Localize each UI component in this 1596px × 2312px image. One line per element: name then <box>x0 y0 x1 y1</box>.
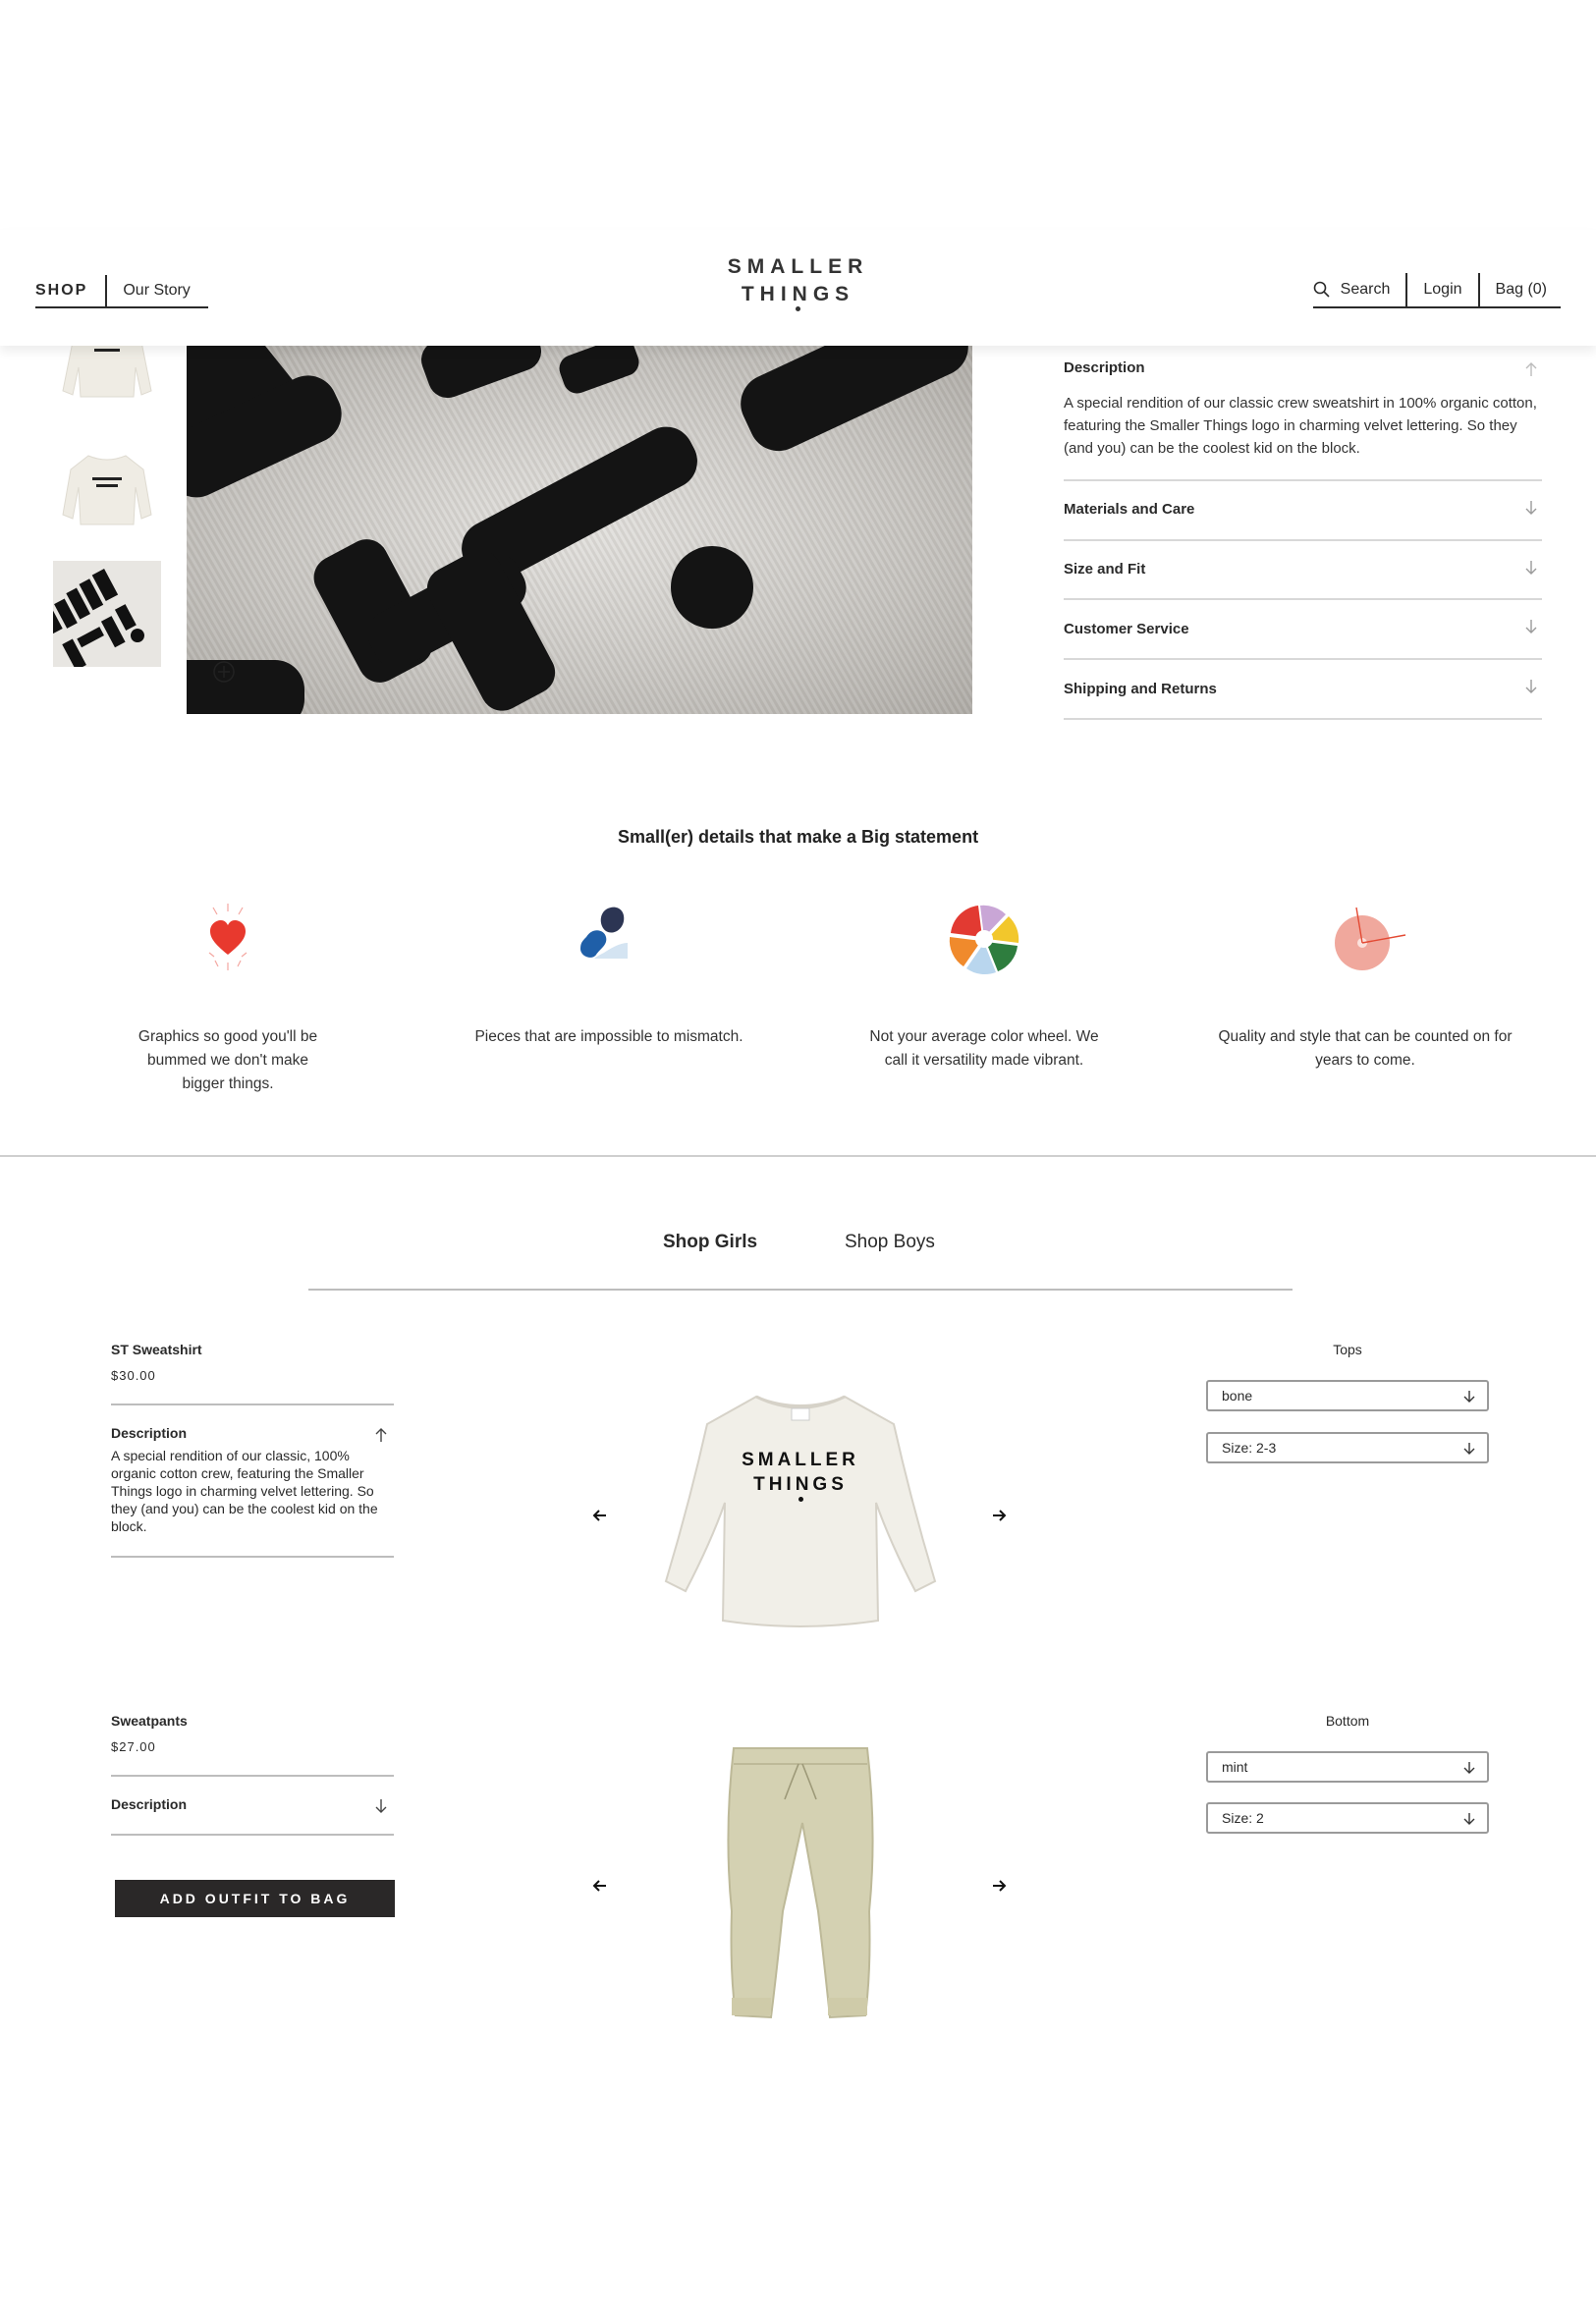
accordion-customer-service[interactable] <box>1064 600 1542 660</box>
next-top-arrow-icon[interactable] <box>991 1508 1007 1523</box>
login-label: Login <box>1423 281 1462 298</box>
sweatshirt-product-image[interactable] <box>658 1385 943 1630</box>
accordion-title: Size and Fit <box>1064 561 1146 578</box>
feature-quality <box>1208 900 1522 1073</box>
bottom-product-name: Sweatpants <box>111 1713 188 1729</box>
utility-nav <box>1313 273 1561 308</box>
arrow-up-icon <box>1524 361 1538 377</box>
tops-category-label: Tops <box>1333 1342 1362 1357</box>
primary-nav <box>35 275 208 308</box>
sweatshirt-illustration <box>658 1385 943 1630</box>
top-product-name: ST Sweatshirt <box>111 1342 202 1357</box>
bottom-description-title: Description <box>111 1796 188 1812</box>
top-product-price: $30.00 <box>111 1368 156 1383</box>
sweatshirt-print <box>658 1448 943 1502</box>
top-color-value: bone <box>1222 1388 1253 1404</box>
section-divider <box>0 1155 1596 1157</box>
top-description-title: Description <box>111 1425 188 1441</box>
bottom-description-accordion[interactable] <box>111 1775 394 1836</box>
accordion-description[interactable] <box>1064 346 1542 481</box>
print-dot <box>798 1497 803 1502</box>
tab-shop-girls[interactable]: Shop Girls <box>663 1232 758 1252</box>
feature-text: Graphics so good you'll be bummed we don't make bigger things. <box>138 1028 318 1092</box>
bottom-size-value: Size: 2 <box>1222 1810 1264 1826</box>
search-button[interactable] <box>1313 273 1406 306</box>
accordion-title: Materials and Care <box>1064 501 1195 518</box>
accordion-title: Shipping and Returns <box>1064 681 1217 697</box>
arrow-down-icon <box>1524 619 1538 634</box>
print-line-1: SMALLER <box>742 1450 859 1470</box>
quality-dial-icon <box>1321 900 1409 978</box>
accordion-title: Customer Service <box>1064 621 1189 637</box>
logo-line-2: THINGS <box>741 283 855 305</box>
lettering-closeup-thumb-image <box>53 561 161 667</box>
chevron-down-icon <box>1463 1442 1475 1456</box>
accordion-shipping-returns[interactable] <box>1064 660 1542 720</box>
bottom-color-value: mint <box>1222 1759 1248 1775</box>
sweatpants-product-image[interactable] <box>722 1744 879 2023</box>
chevron-down-icon <box>1463 1390 1475 1404</box>
arrow-up-icon <box>374 1427 388 1443</box>
print-line-2: THINGS <box>753 1474 848 1495</box>
details-heading: Small(er) details that make a Big statement <box>617 827 979 847</box>
chevron-down-icon <box>1463 1812 1475 1826</box>
top-size-select[interactable] <box>1206 1432 1489 1463</box>
next-bottom-arrow-icon[interactable] <box>991 1878 1007 1894</box>
bottom-category-label: Bottom <box>1325 1713 1370 1729</box>
accordion-size-fit[interactable] <box>1064 541 1542 600</box>
nav-shop-link[interactable]: SHOP <box>35 275 107 306</box>
chevron-down-icon <box>1463 1761 1475 1775</box>
bottom-color-select[interactable] <box>1206 1751 1489 1783</box>
top-description-accordion[interactable] <box>111 1404 394 1558</box>
feature-graphics <box>71 900 385 1096</box>
color-wheel-icon <box>940 900 1028 978</box>
feature-mismatch <box>452 900 766 1049</box>
accordion-materials-care[interactable] <box>1064 481 1542 541</box>
top-size-value: Size: 2-3 <box>1222 1440 1277 1456</box>
feature-text: Not your average color wheel. We call it versatility made vibrant. <box>869 1028 1099 1069</box>
heart-icon <box>184 900 272 978</box>
product-info-accordion <box>1064 346 1542 720</box>
site-header <box>0 230 1596 346</box>
search-icon <box>1313 281 1331 299</box>
logo-line-1: SMALLER <box>727 255 869 278</box>
shapes-icon <box>565 900 653 978</box>
main-product-image[interactable] <box>187 346 972 714</box>
zoom-icon[interactable] <box>212 660 236 684</box>
arrow-down-icon <box>1524 560 1538 576</box>
bag-link[interactable] <box>1478 273 1561 306</box>
sweatpants-illustration <box>722 1744 879 2023</box>
feature-color-wheel <box>827 900 1141 1073</box>
prev-bottom-arrow-icon[interactable] <box>592 1878 608 1894</box>
accordion-description-text: A special rendition of our classic crew sweatshirt in 100% organic cotton, featuring the Smaller Things logo in charming velvet lettering. So they (and you) can be the coolest kid on the block. <box>1064 395 1537 457</box>
accordion-title: Description <box>1064 359 1145 376</box>
top-color-select[interactable] <box>1206 1380 1489 1411</box>
top-description-text: A special rendition of our classic, 100% organic cotton crew, featuring the Smaller Things logo in charming velvet lettering. So they (and you) can be the coolest kid on the block. <box>111 1448 378 1534</box>
login-link[interactable] <box>1405 273 1477 306</box>
feature-text: Pieces that are impossible to mismatch. <box>474 1028 743 1045</box>
thumbnail-3-detail[interactable] <box>53 561 161 667</box>
tabs-underline <box>308 1289 1293 1291</box>
site-logo[interactable] <box>688 253 908 311</box>
bottom-product-price: $27.00 <box>111 1739 156 1754</box>
prev-top-arrow-icon[interactable] <box>592 1508 608 1523</box>
bottom-size-select[interactable] <box>1206 1802 1489 1834</box>
add-outfit-to-bag-button[interactable]: ADD OUTFIT TO BAG <box>115 1880 395 1917</box>
tab-shop-boys[interactable]: Shop Boys <box>845 1232 935 1252</box>
feature-text: Quality and style that can be counted on for years to come. <box>1218 1028 1513 1069</box>
nav-our-story-link[interactable]: Our Story <box>123 282 191 299</box>
arrow-down-icon <box>1524 679 1538 694</box>
arrow-down-icon <box>1524 500 1538 516</box>
arrow-down-icon <box>374 1798 388 1814</box>
velvet-lettering-closeup-image <box>187 346 972 714</box>
thumbnail-2[interactable] <box>53 440 161 538</box>
search-label: Search <box>1340 281 1391 298</box>
bag-label: Bag (0) <box>1495 281 1547 298</box>
sweatshirt-thumb-image <box>53 440 161 538</box>
